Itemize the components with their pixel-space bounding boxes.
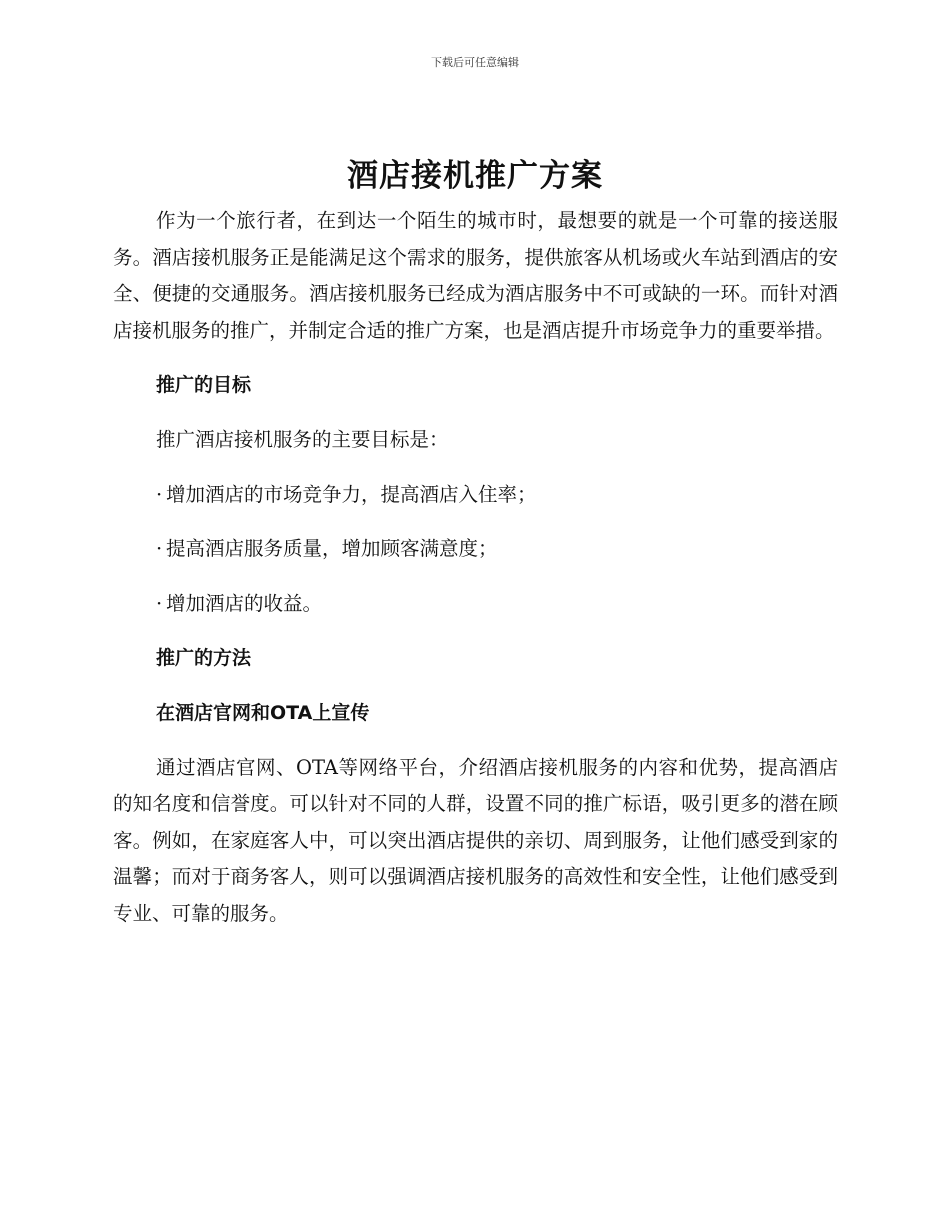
document-title: 酒店接机推广方案	[347, 158, 603, 194]
bullet-dot-icon: ·	[156, 482, 163, 506]
header-note: 下载后可任意编辑	[431, 56, 519, 69]
goals-lead: 推广酒店接机服务的主要目标是：	[156, 427, 449, 451]
goal-bullet-text: 提高酒店服务质量，增加顾客满意度；	[166, 537, 498, 561]
goal-bullet	[113, 531, 838, 568]
document-body	[113, 203, 838, 933]
methods-paragraph: 通过酒店官网、OTA等网络平台，介绍酒店接机服务的内容和优势，提高酒店的知名度和信誉度。可以针对不同的人群，设置不同的推广标语，吸引更多的潜在顾客。例如，在家庭客人中，可以突出酒店提供的亲切、周到服务，让他们感受到家的温馨；而对于商务客人，则可以强调酒店接机服务的高效性和安全性，让他们感受到专业、可靠的服务。	[113, 755, 838, 925]
intro-paragraph: 作为一个旅行者，在到达一个陌生的城市时，最想要的就是一个可靠的接送服务。酒店接机服务正是能满足这个需求的服务，提供旅客从机场或火车站到酒店的安全、便捷的交通服务。酒店接机服务已经成为酒店服务中不可或缺的一环。而针对酒店接机服务的推广，并制定合适的推广方案，也是酒店提升市场竞争力的重要举措。	[113, 209, 838, 342]
goals-heading: 推广的目标	[156, 374, 252, 397]
methods-heading: 推广的方法	[156, 647, 252, 670]
goal-bullet	[113, 586, 838, 623]
bullet-dot-icon: ·	[156, 537, 163, 561]
methods-subheading: 在酒店官网和OTA上宣传	[156, 701, 370, 724]
goal-bullet-text: 增加酒店的收益。	[166, 591, 323, 615]
goal-bullet-text: 增加酒店的市场竞争力，提高酒店入住率；	[166, 482, 537, 506]
bullet-dot-icon: ·	[156, 591, 163, 615]
goal-bullet	[113, 477, 838, 514]
